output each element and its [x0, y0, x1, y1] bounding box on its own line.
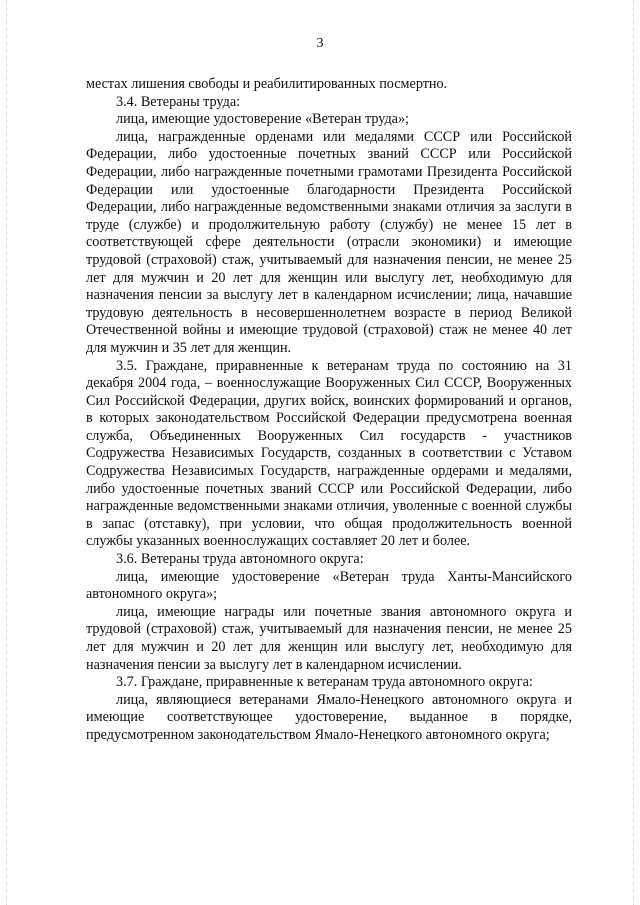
section-3-5: 3.5. Граждане, приравненные к ветеранам труда по состоянию на 31 декабря 2004 года, – военнослужащие Вооруженных Сил СССР, Вооруженных Сил Российской Федерации, других войск, воинских формирований и органов, в которых законодательством Российской Федерации предусмотрена военная служба, Объединенных Вооруженных Сил государств - участников Содружества Независимых Государств, созданных в соответствии с Уставом Содружества Независимых Государств, награжденные ордерами и медалями, либо удостоенные почетных званий СССР или Российской Федерации, либо награжденные ведомственными знаками отличия, уволенные с военной службы в запас (отставку), при условии, что общая продолжительность военной службы указанных военнослужащих составляет 20 лет и более. [86, 357, 572, 550]
paragraph-item: лица, награжденные орденами или медалями СССР или Российской Федерации, либо удостоенные почетных званий СССР или Российской Федерации, либо награжденные почетными грамотами Президента Российской Федерации или удостоенные благодарности Президента Российской Федерации, либо награжденные ведомственными знаками отличия за заслуги в труде (службе) и продолжительную работу (службу) не менее 15 лет в соответствующей сфере деятельности (отрасли экономики) и имеющие трудовой (страховой) стаж, учитываемый для назначения пенсии, не менее 25 лет для мужчин и 20 лет для женщин или выслугу лет, необходимую для назначения пенсии за выслугу лет в календарном исчислении; лица, начавшие трудовую деятельность в несовершеннолетнем возрасте в период Великой Отечественной войны и имеющие трудовой (страховой) стаж не менее 40 лет для мужчин и 35 лет для женщин. [86, 128, 572, 356]
scan-edge-left [6, 0, 7, 905]
document-body [86, 76, 572, 745]
paragraph-item: лица, имеющие удостоверение «Ветеран труда»; [116, 111, 409, 128]
section-heading-3-4: 3.4. Ветераны труда: [116, 93, 241, 110]
page-number: 3 [316, 36, 324, 51]
section-heading-3-7: 3.7. Граждане, приравненные к ветеранам труда автономного округа: [116, 674, 533, 691]
paragraph-continuation: местах лишения свободы и реабилитированных посмертно. [86, 76, 448, 92]
paragraph-item: лица, имеющие награды или почетные звания автономного округа и трудовой (страховой) стаж, учитываемый для назначения пенсии, не менее 25 лет для мужчин и 20 лет для женщин или выслугу лет, необходимую для назначения пенсии за выслугу лет в календарном исчислении. [86, 603, 572, 673]
section-heading-3-6: 3.6. Ветераны труда автономного округа: [116, 551, 364, 568]
scan-edge-right [633, 0, 634, 905]
paragraph-item: лица, имеющие удостоверение «Ветеран труда Ханты-Мансийского автономного округа»; [86, 568, 572, 603]
paragraph-item: лица, являющиеся ветеранами Ямало-Ненецкого автономного округа и имеющие соответствующее удостоверение, выданное в порядке, предусмотренном законодательством Ямало-Ненецкого автономного округа; [86, 691, 572, 743]
